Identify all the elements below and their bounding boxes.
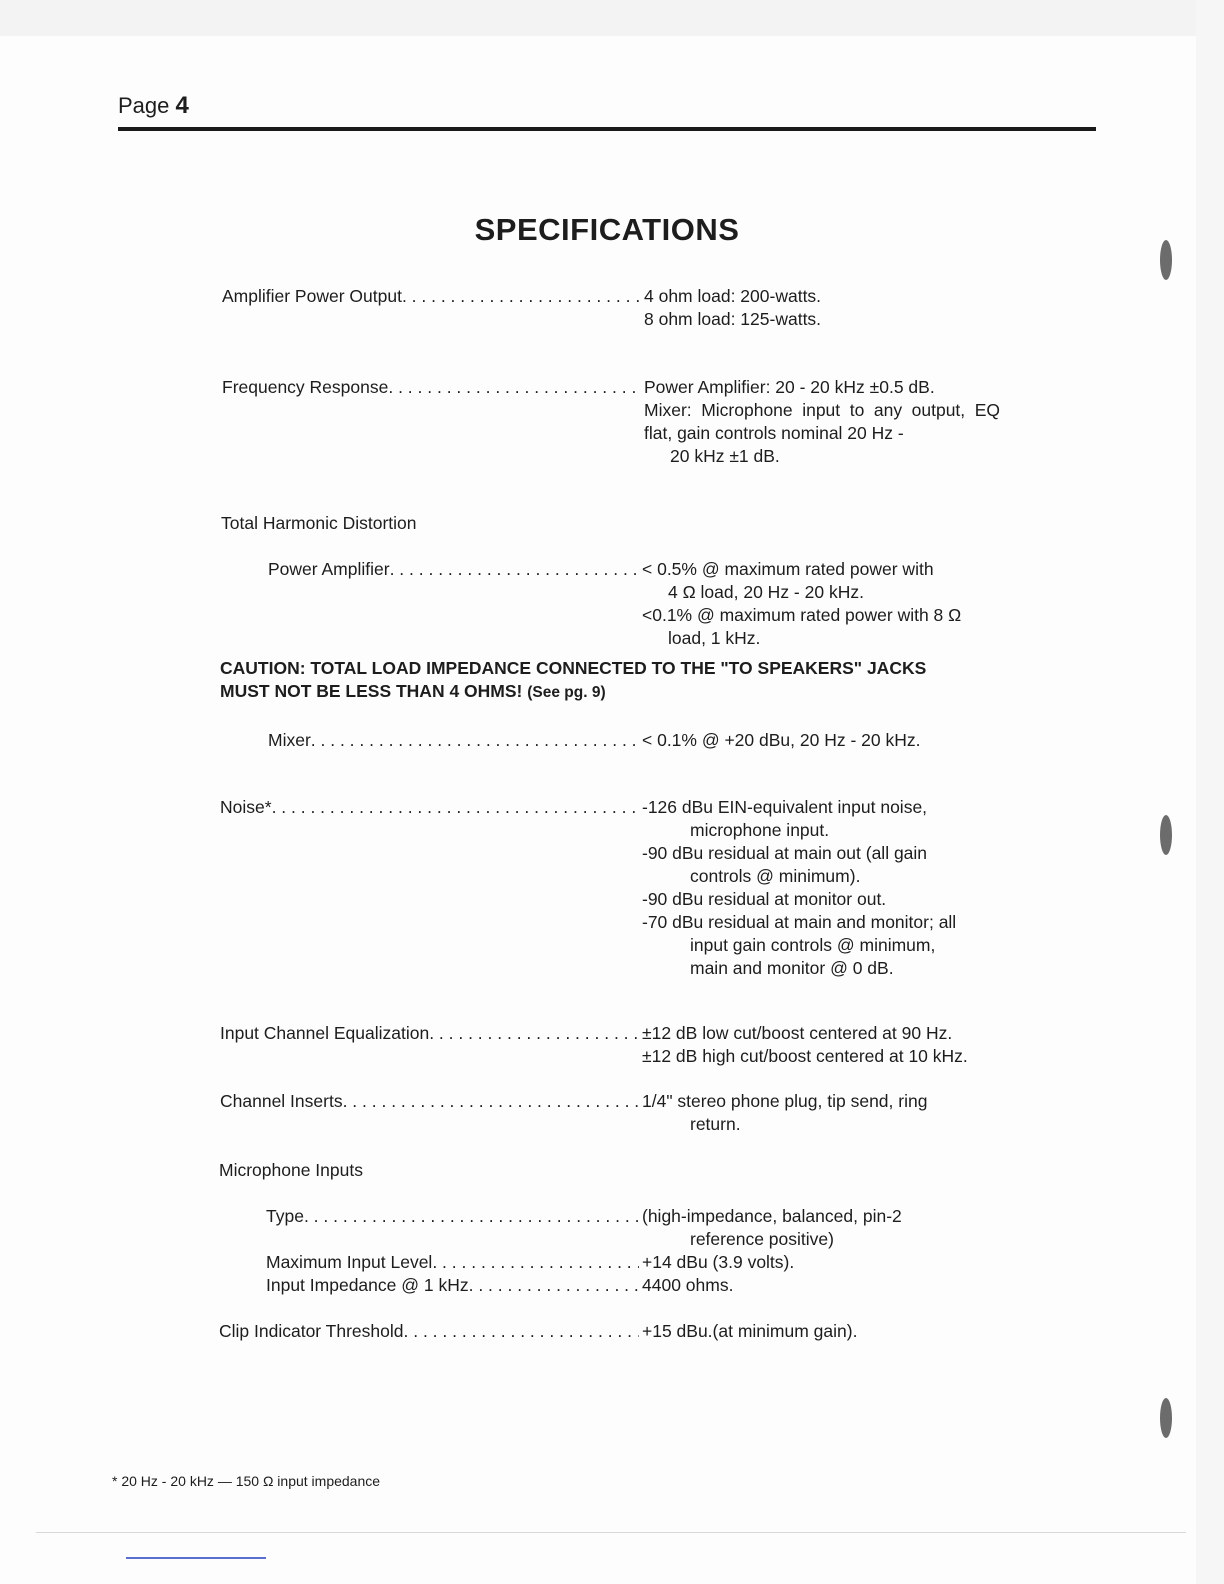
spec-values <box>639 1320 998 1343</box>
scan-bottom-edge <box>36 1532 1186 1533</box>
spec-label: Noise* <box>220 797 272 817</box>
spec-label: Maximum Input Level <box>266 1252 433 1272</box>
spec-label: Amplifier Power Output <box>222 286 402 306</box>
dot-leader <box>469 1274 639 1297</box>
spec-thd-mixer <box>268 729 998 752</box>
thd-heading: Total Harmonic Distortion <box>221 513 417 533</box>
binder-hole <box>1160 1398 1172 1438</box>
spec-values <box>639 558 998 650</box>
dot-leader <box>402 285 641 331</box>
spec-values <box>639 796 998 980</box>
spec-values <box>639 1274 998 1297</box>
spec-values <box>639 1205 998 1251</box>
caution-line-2: MUST NOT BE LESS THAN 4 OHMS! <box>220 681 523 701</box>
spec-mic-type <box>266 1205 998 1251</box>
mic-inputs-heading: Microphone Inputs <box>219 1160 363 1180</box>
spec-label: Frequency Response <box>222 377 389 397</box>
footnote: * 20 Hz - 20 kHz — 150 Ω input impedance <box>112 1473 381 1489</box>
spec-label: Power Amplifier <box>268 559 390 579</box>
spec-values <box>639 729 998 752</box>
spec-value: 4400 ohms. <box>642 1275 734 1295</box>
spec-value: ±12 dB low cut/boost centered at 90 Hz. <box>642 1023 953 1043</box>
spec-value: reference positive) <box>690 1229 834 1249</box>
dot-leader <box>390 558 639 650</box>
dot-leader <box>404 1320 640 1343</box>
binder-hole <box>1160 240 1172 280</box>
spec-value: -70 dBu residual at main and monitor; all <box>642 912 957 932</box>
spec-label: Input Impedance @ 1 kHz <box>266 1275 469 1295</box>
spec-mic-impedance <box>266 1274 998 1297</box>
spec-value: 8 ohm load: 125-watts. <box>644 309 822 329</box>
spec-label: Clip Indicator Threshold <box>219 1321 404 1341</box>
spec-noise <box>220 796 998 980</box>
spec-value: -90 dBu residual at monitor out. <box>642 889 887 909</box>
spec-value: +14 dBu (3.9 volts). <box>642 1252 795 1272</box>
dot-leader <box>272 796 639 980</box>
spec-values <box>639 1022 998 1068</box>
spec-values <box>639 1090 998 1136</box>
spec-value: 4 Ω load, 20 Hz - 20 kHz. <box>668 582 864 602</box>
spec-input-eq <box>220 1022 998 1068</box>
page-number: 4 <box>175 92 189 119</box>
spec-value: (high-impedance, balanced, pin-2 <box>642 1206 902 1226</box>
spec-value: 4 ohm load: 200-watts. <box>644 286 822 306</box>
spec-value: return. <box>690 1114 741 1134</box>
spec-value: +15 dBu.(at minimum gain). <box>642 1321 858 1341</box>
caution-line-1: CAUTION: TOTAL LOAD IMPEDANCE CONNECTED TO THE "TO SPEAKERS" JACKS <box>220 658 927 678</box>
scan-mark <box>126 1557 266 1559</box>
spec-amp-power <box>222 285 1000 331</box>
spec-value: -90 dBu residual at main out (all gain <box>642 843 928 863</box>
spec-label: Mixer <box>268 730 311 750</box>
spec-value: <0.1% @ maximum rated power with 8 Ω <box>642 605 962 625</box>
header-rule <box>118 127 1096 131</box>
dot-leader <box>432 1251 639 1274</box>
dot-leader <box>311 729 639 752</box>
spec-value: controls @ minimum). <box>690 866 861 886</box>
binder-hole <box>1160 815 1172 855</box>
spec-mic-max-level <box>266 1251 998 1274</box>
caution-page-ref: (See pg. 9) <box>527 684 606 701</box>
dot-leader <box>343 1090 639 1136</box>
dot-leader <box>429 1022 639 1068</box>
dot-leader <box>304 1205 639 1251</box>
spec-label: Input Channel Equalization <box>220 1023 430 1043</box>
spec-value: 20 kHz ±1 dB. <box>670 446 780 466</box>
spec-value: < 0.5% @ maximum rated power with <box>642 559 934 579</box>
page-word: Page <box>118 93 170 118</box>
spec-values <box>641 285 1000 331</box>
spec-label: Type <box>266 1206 304 1226</box>
spec-value: input gain controls @ minimum, <box>690 935 936 955</box>
spec-channel-inserts <box>220 1090 998 1136</box>
scan-margin <box>0 0 1224 36</box>
page-title: SPECIFICATIONS <box>474 212 740 247</box>
page-header <box>118 92 189 120</box>
spec-values <box>639 1251 998 1274</box>
spec-label: Channel Inserts <box>220 1091 343 1111</box>
spec-value: 1/4" stereo phone plug, tip send, ring <box>642 1091 928 1111</box>
dot-leader <box>388 376 641 468</box>
spec-clip-threshold <box>219 1320 998 1343</box>
spec-value: Mixer: Microphone input to any output, EQ flat, gain controls nominal 20 Hz - <box>644 400 1000 443</box>
spec-value: ±12 dB high cut/boost centered at 10 kHz. <box>642 1046 968 1066</box>
spec-values <box>641 376 1000 468</box>
spec-value: < 0.1% @ +20 dBu, 20 Hz - 20 kHz. <box>642 730 921 750</box>
spec-frequency-response <box>222 376 1000 468</box>
spec-value: -126 dBu EIN-equivalent input noise, <box>642 797 928 817</box>
spec-value: main and monitor @ 0 dB. <box>690 958 894 978</box>
spec-thd-power-amp <box>268 558 998 650</box>
caution-notice <box>220 657 1010 704</box>
spec-value: load, 1 kHz. <box>668 628 761 648</box>
spec-value: Power Amplifier: 20 - 20 kHz ±0.5 dB. <box>644 377 935 397</box>
spec-value: microphone input. <box>690 820 830 840</box>
